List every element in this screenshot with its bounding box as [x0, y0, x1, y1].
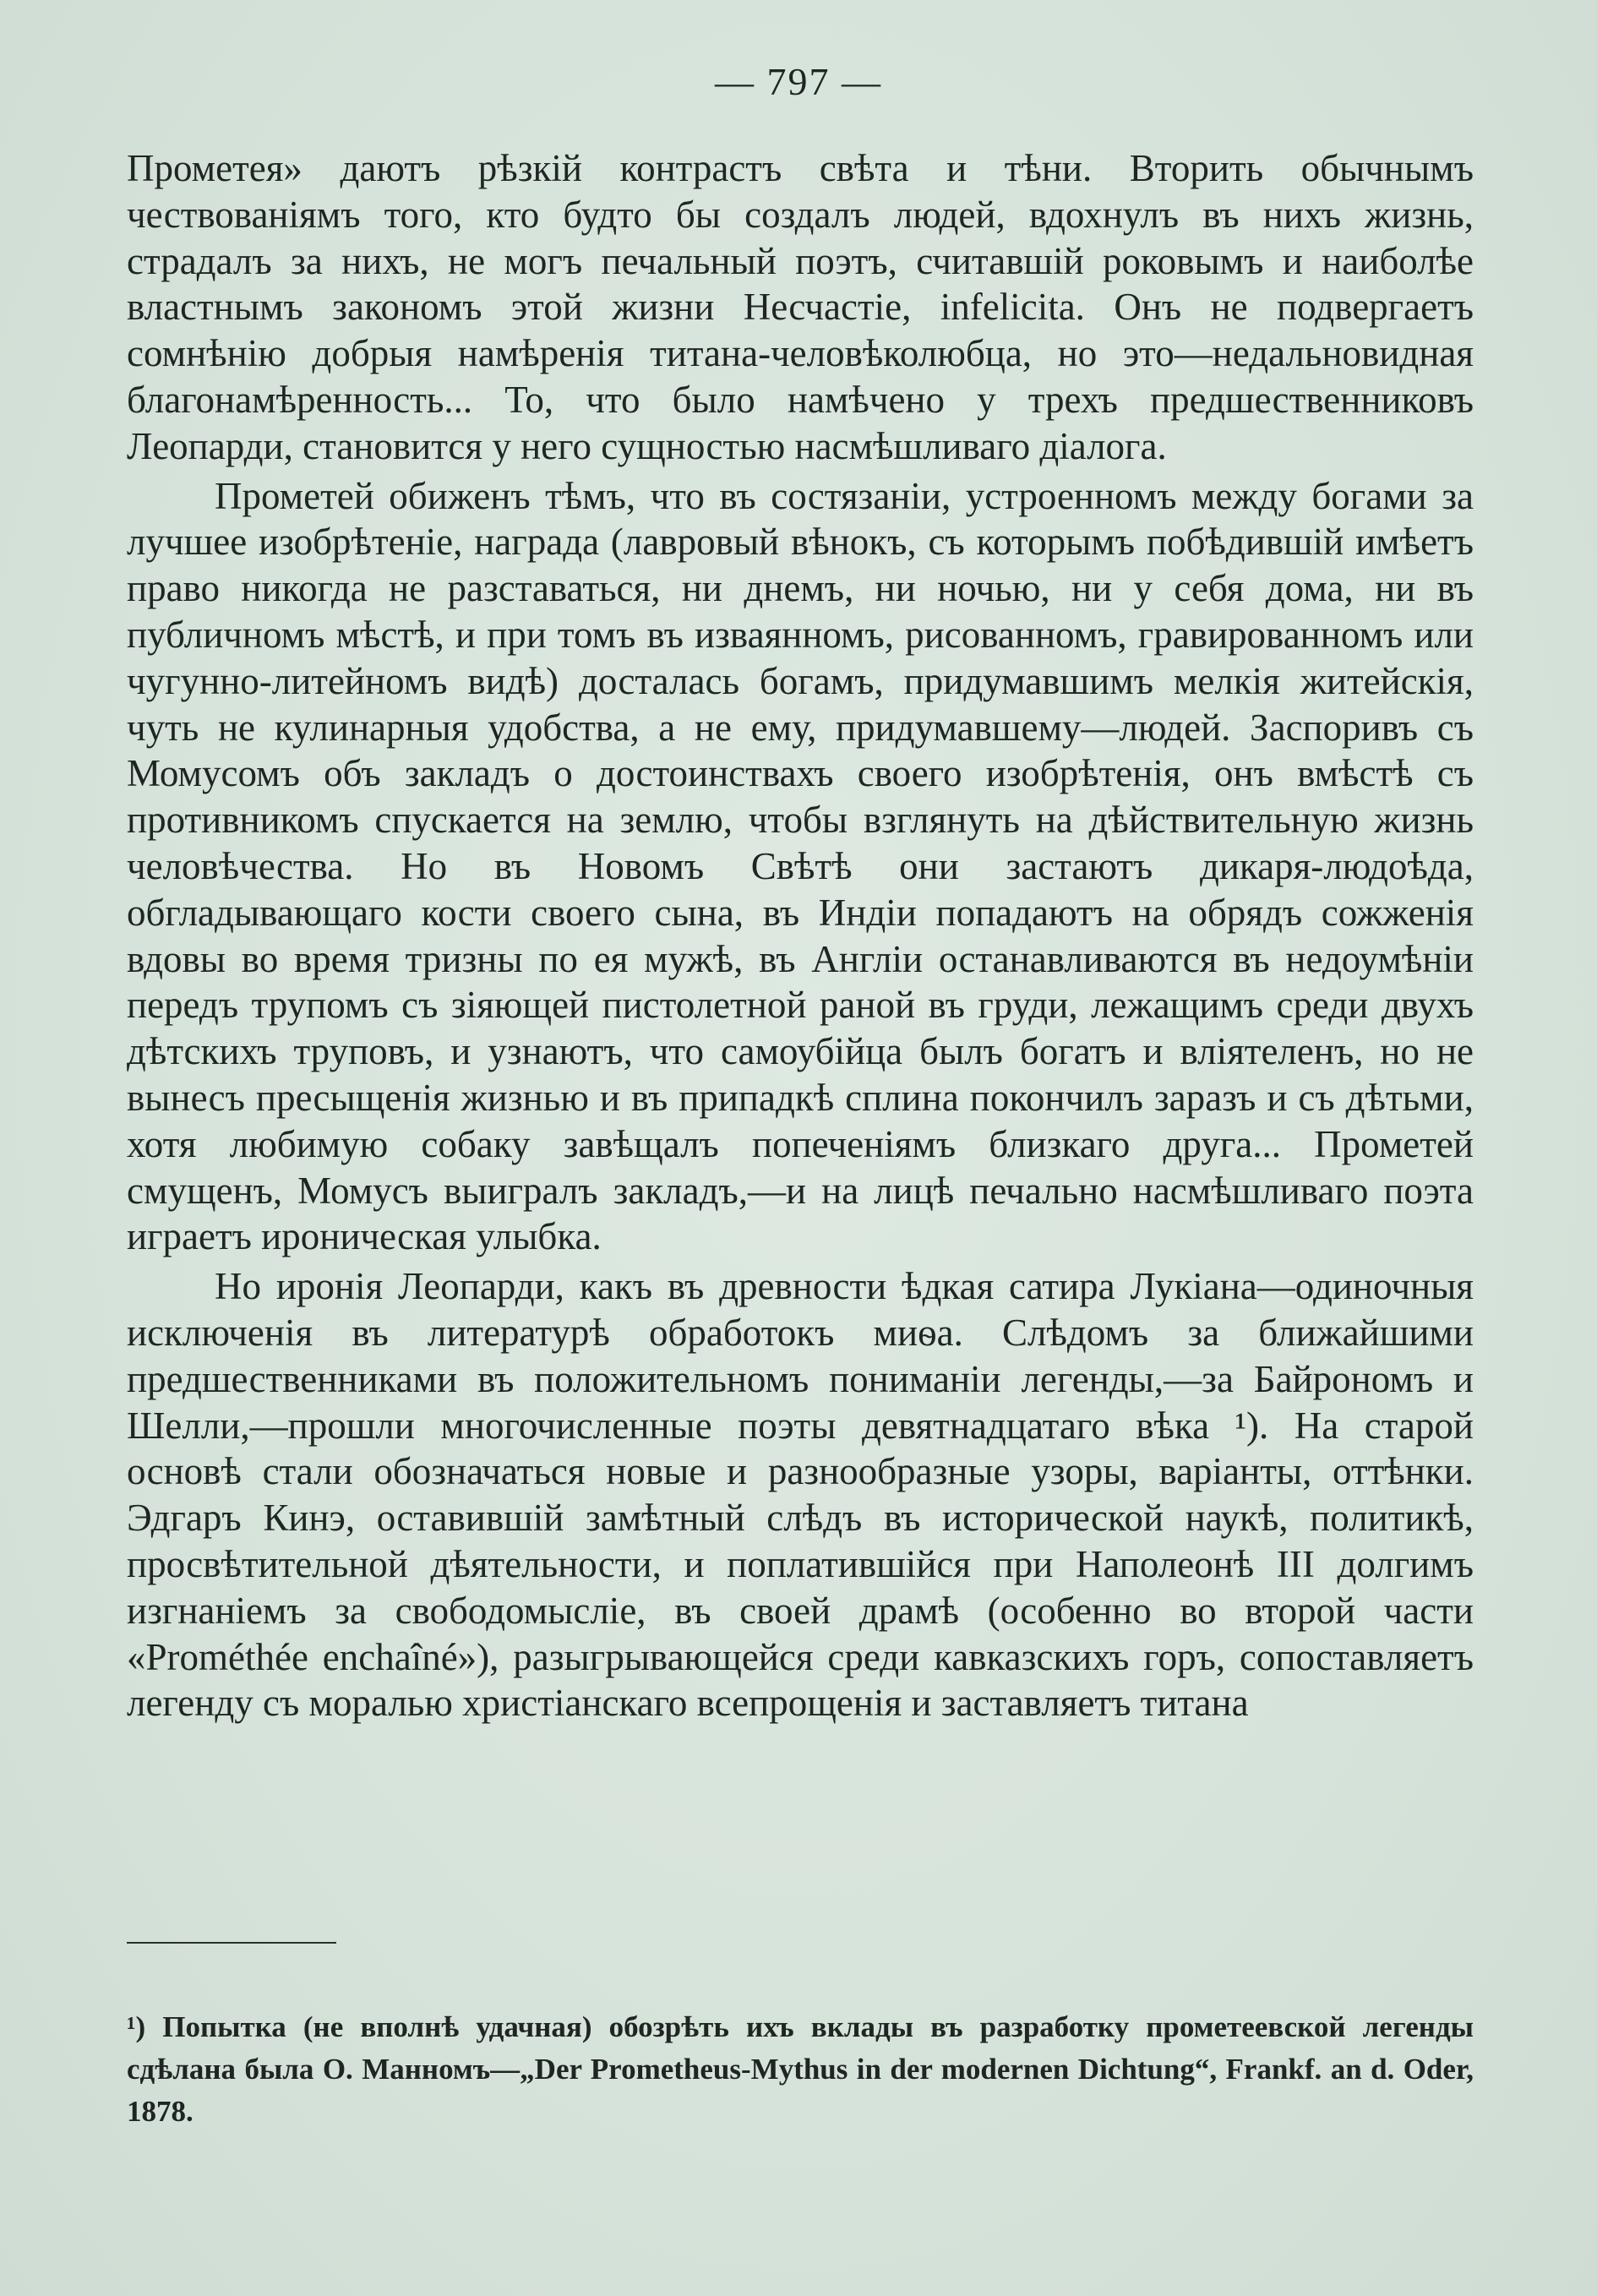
paragraph-2: Прометей обиженъ тѣмъ, что въ состязаніи, устроенномъ между богами за лучшее изобрѣтеніе, награда (лавровый вѣнокъ, съ которымъ побѣдившій имѣетъ право никогда не разставаться, ни днемъ, ни ночью, ни у себя дома, ни въ публичномъ мѣстѣ, и при томъ въ изваянномъ, рисованномъ, гравированномъ или чугунно-литейномъ видѣ) досталась богамъ, придумавшимъ мелкія житейскія, чуть не кулинарныя удобства, а не ему, придумавшему—людей. Заспоривъ съ Момусомъ объ закладъ о достоинствахъ своего изобрѣтенія, онъ вмѣстѣ съ противникомъ спускается на землю, чтобы взглянуть на дѣйствительную жизнь человѣчества. Но въ Новомъ Свѣтѣ они застаютъ дикаря-людоѣда, обгладывающаго кости своего сына, въ Индіи попадаютъ на обрядъ сожженія вдовы во время тризны по ея мужѣ, въ Англіи останавливаются въ недоумѣніи передъ трупомъ съ зіяющей пистолетной раной въ груди, лежащимъ среди двухъ дѣтскихъ труповъ, и узнаютъ, что самоубійца былъ богатъ и вліятеленъ, но не вынесъ пресыщенія жизнью и въ припадкѣ сплина покончилъ заразъ и съ дѣтьми, хотя любимую собаку завѣщалъ попеченіямъ близкаго друга... Прометей смущенъ, Момусъ выигралъ закладъ,—и на лицѣ печально насмѣшливаго поэта играетъ ироническая улыбка.	[127, 474, 1474, 1258]
body-text	[127, 145, 1474, 1730]
page-number: — 797 —	[715, 60, 882, 103]
paragraph-1: Прометея» даютъ рѣзкій контрастъ свѣта и тѣни. Вторить обычнымъ чествованіямъ того, кто будто бы создалъ людей, вдохнулъ въ нихъ жизнь, страдалъ за нихъ, не могъ печальный поэтъ, считавшій роковымъ и наиболѣе властнымъ закономъ этой жизни Несчастіе, infelicita. Онъ не подвергаетъ сомнѣнію добрыя намѣренія титана-человѣколюбца, но это—недальновидная благонамѣренность... То, что было намѣчено у трехъ предшественниковъ Леопарди, становится у него сущностью насмѣшливаго діалога.	[127, 147, 1474, 467]
paragraph-3: Но иронія Леопарди, какъ въ древности ѣдкая сатира Лукіана—одиночныя исключенія въ литературѣ обработокъ миѳа. Слѣдомъ за ближайшими предшественниками въ положительномъ пониманіи легенды,—за Байрономъ и Шелли,—прошли многочисленные поэты девятнадцатаго вѣка ¹). На старой основѣ стали обозначаться новые и разнообразные узоры, варіанты, оттѣнки. Эдгаръ Кинэ, оставившій замѣтный слѣдъ въ исторической наукѣ, политикѣ, просвѣтительной дѣятельности, и поплатившійся при Наполеонѣ III долгимъ изгнаніемъ за свободомысліе, въ своей драмѣ (особенно во второй части «Prométhée enchaîné»), разыгрывающейся среди кавказскихъ горъ, сопоставляетъ легенду съ моралью христіанскаго всепрощенія и заставляетъ титана	[127, 1265, 1474, 1725]
footnote: ¹) Попытка (не вполнѣ удачная) обозрѣть ихъ вклады въ разработку прометеевской легенды сдѣлана была О. Манномъ—„Der Prometheus-Mythus in der modernen Dichtung“, Frankf. an d. Oder, 1878.	[127, 2010, 1474, 2128]
footnote-divider	[127, 1942, 336, 1944]
